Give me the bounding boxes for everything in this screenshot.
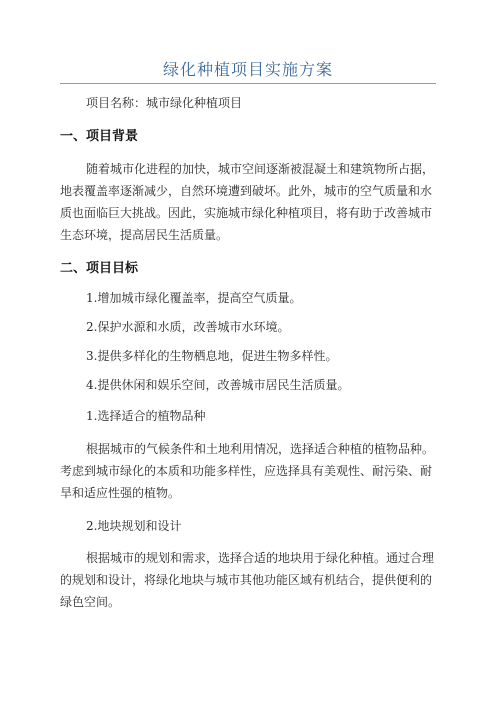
goal-item-4: 4.提供休闲和娱乐空间，改善城市居民生活质量。 [86,378,350,392]
document-title: 绿化种植项目实施方案 [162,60,333,79]
goal-item-2: 2.保护水源和水质，改善城市水环境。 [86,320,290,334]
subsection-heading-site-planning: 2.地块规划和设计 [86,519,182,533]
plant-selection-paragraph: 根据城市的气候条件和土地利用情况，选择适合种植的植物品种。考虑到城市绿化的本质和功能多样性，应选择具有美观性、耐污染、耐旱和适应性强的植物。 [60,442,435,500]
background-paragraph: 随着城市化进程的加快，城市空间逐渐被混凝土和建筑物所占据，地表覆盖率逐渐减少，自然环境遭到破坏。此外，城市的空气质量和水质也面临巨大挑战。因此，实施城市绿化种植项目，将有助于改善城市生态环境，提高居民生活质量。 [60,162,435,242]
goal-item-1: 1.增加城市绿化覆盖率，提高空气质量。 [86,291,302,305]
site-planning-paragraph: 根据城市的规划和需求，选择合适的地块用于绿化种植。通过合理的规划和设计，将绿化地块与城市其他功能区域有机结合，提供便利的绿色空间。 [60,551,435,609]
goal-item-3: 3.提供多样化的生物栖息地，促进生物多样性。 [86,349,338,363]
project-name: 项目名称：城市绿化种植项目 [86,96,243,110]
section-heading-goals: 二、项目目标 [60,261,139,276]
section-heading-background: 一、项目背景 [60,129,139,144]
subsection-heading-plant-selection: 1.选择适合的植物品种 [86,409,206,423]
title-underline [60,83,436,84]
